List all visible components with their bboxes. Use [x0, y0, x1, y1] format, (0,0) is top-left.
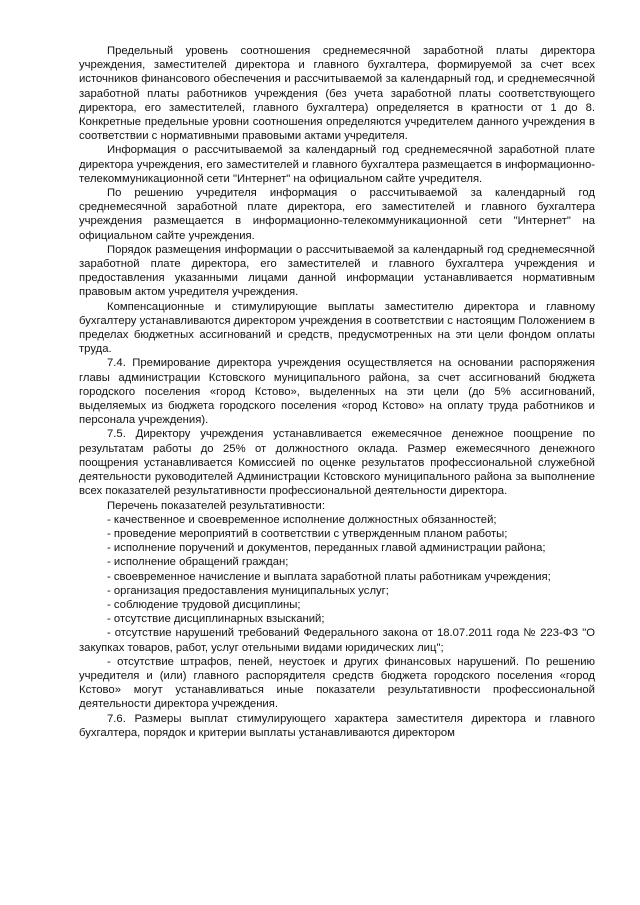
- list-item: - исполнение поручений и документов, переданных главой администрации района;: [107, 542, 546, 555]
- paragraph-compensation-payments: Компенсационные и стимулирующие выплаты заместителю директора и главному бухгалтеру устанавливаются директором учреждения в соответствии с настоящим Положением в пределах бюджетных ассигнований и средств, предусмотренных на эти цели фондом оплаты труда.: [79, 300, 595, 356]
- paragraph-info-founder-site: Информация о рассчитываемой за календарный год среднемесячной заработной плате директора учреждения, его заместителей и главного бухгалтера размещается в информационно-телекоммуникационной сети "Интернет" на официальном сайте учредителя.: [79, 144, 595, 185]
- document-page: [79, 44, 595, 740]
- paragraph-info-institution-site: По решению учредителя информация о рассчитываемой за календарный год среднемесячной заработной плате директора, его заместителей и главного бухгалтера учреждения размещается в информационно-телекоммуникационной сети "Интернет" на официальном сайте учреждения.: [79, 187, 595, 242]
- paragraph-salary-ratio: Предельный уровень соотношения среднемесячной заработной платы директора учреждения, заместителей директора и главного бухгалтера, формируемой за счет всех источников финансового обеспечения и рассчитываемой за календарный год, и среднемесячной заработной платы работников учреждения (без учета заработной платы соответствующего директора, его заместителей, главного бухгалтера) определяется в кратности от 1 до 8. Конкретные предельные уровни соотношения определяются учредителем данного учреждения в соответствии с нормативными правовыми актами учредителя.: [79, 45, 595, 143]
- list-item: - соблюдение трудовой дисциплины;: [107, 598, 301, 611]
- paragraph-7-6: 7.6. Размеры выплат стимулирующего характера заместителя директора и главного бухгалтера, порядок и критерии выплаты устанавливаются директором: [79, 712, 595, 739]
- list-item: - исполнение обращений граждан;: [107, 556, 289, 569]
- list-item: - отсутствие штрафов, пеней, неустоек и других финансовых нарушений. По решению учредителя и (или) главного распорядителя средств бюджета городского поселения «город Кстово» могут устанавливаться иные показатели результативности профессиональной деятельности директора учреждения.: [79, 655, 595, 711]
- list-item: - отсутствие нарушений требований Федерального закона от 18.07.2011 года № 223-ФЗ "О закупках товаров, работ, услуг отельными видами юридических лиц";: [79, 627, 595, 654]
- list-item: - проведение мероприятий в соответствии с утвержденным планом работы;: [107, 527, 508, 540]
- list-item: - организация предоставления муниципальных услуг;: [107, 584, 389, 597]
- list-item: - отсутствие дисциплинарных взысканий;: [107, 613, 325, 626]
- list-item: - качественное и своевременное исполнение должностных обязанностей;: [107, 513, 497, 526]
- paragraph-placement-procedure: Порядок размещения информации о рассчитываемой за календарный год среднемесячной заработной плате директора, его заместителей и главного бухгалтера учреждения и предоставления указанными лицами данной информации устанавливается нормативным правовым актом учредителя учреждения.: [79, 243, 595, 299]
- paragraph-7-5: 7.5. Директору учреждения устанавливается ежемесячное денежное поощрение по результатам работы до 25% от должностного оклада. Размер ежемесячного денежного поощрения устанавливается Комиссией по оценке результатов профессиональной служебной деятельности руководителей Администрации Кстовского муниципального района за выполнение всех показателей результативности профессиональной деятельности директора.: [79, 428, 595, 498]
- paragraph-7-4: 7.4. Премирование директора учреждения осуществляется на основании распоряжения главы администрации Кстовского муниципального района, за счет ассигнований бюджета городского поселения «город Кстово», выделенных на эти цели (до 5% ассигнований, выделяемых из бюджета городского поселения «город Кстово» на оплату труда работников и персонала учреждения).: [79, 357, 595, 427]
- paragraph-indicators-heading: Перечень показателей результативности:: [107, 499, 325, 512]
- list-item: - своевременное начисление и выплата заработной платы работникам учреждения;: [107, 570, 551, 583]
